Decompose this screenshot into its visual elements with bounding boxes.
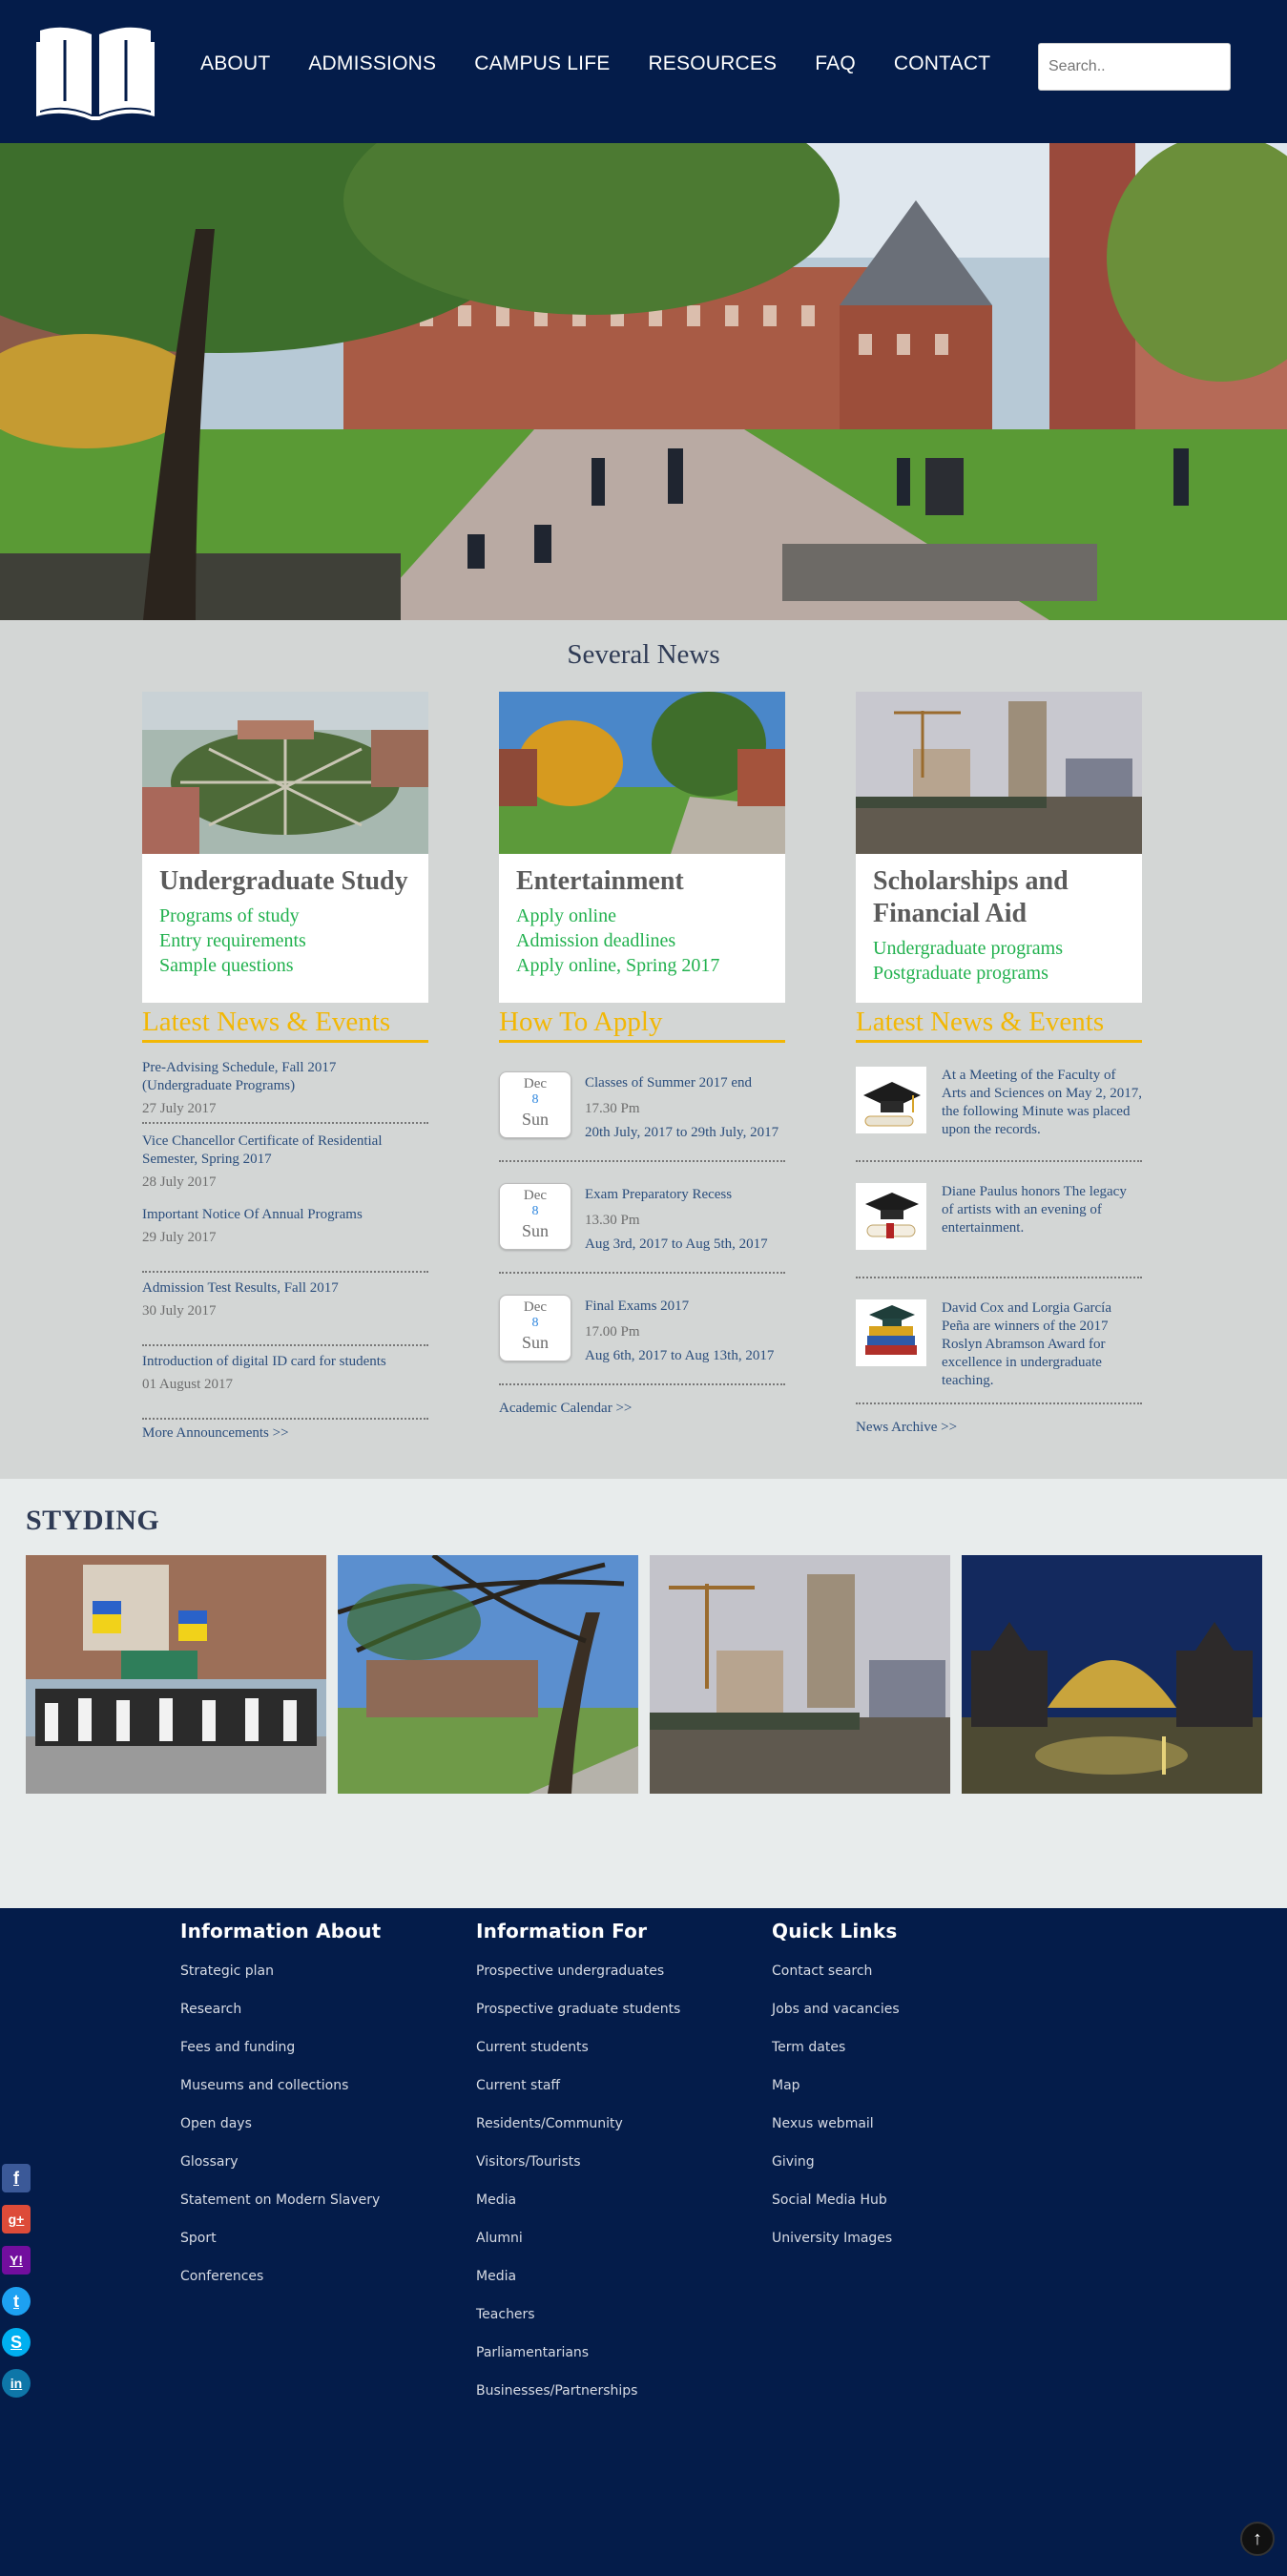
footer-column-title: Information For: [476, 1920, 648, 1942]
books-cap-icon: [856, 1299, 926, 1366]
nav-admissions[interactable]: ADMISSIONS: [308, 52, 437, 74]
footer-link[interactable]: Media: [476, 2192, 517, 2208]
announcement-item: [142, 1206, 428, 1273]
footer-column-title: Information About: [180, 1920, 382, 1942]
event-weekday: Sun: [521, 1333, 549, 1352]
event-title[interactable]: Final Exams 2017: [585, 1298, 690, 1314]
event-date-box: [499, 1295, 571, 1361]
announcement-date: 01 August 2017: [142, 1377, 234, 1392]
event-date-box: [499, 1183, 571, 1250]
footer-link[interactable]: Prospective graduate students: [476, 2002, 681, 2017]
site-footer: [0, 1908, 1287, 2576]
event-day: 8: [531, 1204, 539, 1218]
event-item: [499, 1183, 785, 1274]
footer-link[interactable]: Nexus webmail: [772, 2116, 874, 2131]
footer-link[interactable]: Conferences: [180, 2269, 264, 2284]
card-link[interactable]: Admission deadlines: [516, 930, 676, 951]
footer-link[interactable]: Current staff: [476, 2078, 561, 2093]
footer-link[interactable]: Contact search: [772, 1963, 873, 1979]
nav-resources[interactable]: RESOURCES: [648, 52, 778, 74]
announcements-heading: Latest News & Events: [142, 1007, 428, 1043]
footer-link[interactable]: University Images: [772, 2231, 893, 2246]
footer-link[interactable]: Museums and collections: [180, 2078, 349, 2093]
diploma-cap-icon: [856, 1183, 926, 1250]
news-text[interactable]: David Cox and Lorgia García Peña are winners of the 2017 Roslyn Abramson Award for excellence in undergraduate teaching.: [942, 1300, 1112, 1388]
news-archive-link[interactable]: News Archive >>: [856, 1420, 958, 1435]
search-input[interactable]: [1038, 43, 1231, 91]
footer-link[interactable]: Statement on Modern Slavery: [180, 2192, 381, 2208]
yahoo-icon[interactable]: Y!: [2, 2246, 31, 2275]
event-weekday: Sun: [521, 1221, 549, 1240]
nav-about[interactable]: ABOUT: [200, 52, 271, 74]
footer-link[interactable]: Prospective undergraduates: [476, 1963, 665, 1979]
card-link[interactable]: Entry requirements: [159, 930, 306, 951]
event-day: 8: [531, 1316, 539, 1330]
event-date-range: 20th July, 2017 to 29th July, 2017: [585, 1125, 779, 1140]
footer-link[interactable]: Glossary: [180, 2154, 239, 2170]
footer-link[interactable]: Businesses/Partnerships: [476, 2383, 638, 2399]
footer-column-info-about: [180, 1920, 467, 2307]
footer-link[interactable]: Alumni: [476, 2231, 523, 2246]
event-title[interactable]: Exam Preparatory Recess: [585, 1187, 733, 1202]
announcement-item: [142, 1353, 428, 1420]
card-link[interactable]: Apply online: [516, 905, 616, 926]
news-item: [856, 1067, 1142, 1162]
announcement-date: 27 July 2017: [142, 1101, 217, 1116]
gallery-image-students[interactable]: [26, 1555, 326, 1794]
footer-link[interactable]: Strategic plan: [180, 1963, 274, 1979]
announcement-title[interactable]: Pre-Advising Schedule, Fall 2017 (Undergraduate Programs): [142, 1060, 337, 1093]
linkedin-icon[interactable]: in: [2, 2369, 31, 2398]
announcement-item: [142, 1132, 428, 1199]
news-item: [856, 1183, 1142, 1278]
footer-link[interactable]: Social Media Hub: [772, 2192, 887, 2208]
footer-link[interactable]: Sport: [180, 2231, 217, 2246]
announcement-date: 30 July 2017: [142, 1303, 217, 1319]
announcement-title[interactable]: Admission Test Results, Fall 2017: [142, 1280, 339, 1296]
footer-link[interactable]: Teachers: [476, 2307, 535, 2322]
nav-contact[interactable]: CONTACT: [893, 52, 991, 74]
footer-link[interactable]: Research: [180, 2002, 242, 2017]
footer-link[interactable]: Current students: [476, 2040, 589, 2055]
site-header: [0, 0, 1287, 143]
event-month: Dec: [523, 1076, 548, 1091]
nav-campus-life[interactable]: CAMPUS LIFE: [474, 52, 611, 74]
announcement-title[interactable]: Introduction of digital ID card for students: [142, 1354, 386, 1369]
news-item: [856, 1299, 1142, 1404]
announcement-title[interactable]: Important Notice Of Annual Programs: [142, 1207, 363, 1222]
event-time: 17.30 Pm: [585, 1101, 640, 1116]
footer-column-title: Quick Links: [772, 1920, 898, 1942]
card-title: Undergraduate Study: [159, 866, 408, 896]
skype-icon[interactable]: S: [2, 2328, 31, 2357]
footer-column-quick-links: [772, 1920, 1058, 2269]
gallery-image-park[interactable]: [338, 1555, 638, 1794]
news-section: [0, 620, 1287, 1479]
card-title: Entertainment: [516, 866, 684, 896]
news-text[interactable]: At a Meeting of the Faculty of Arts and Sciences on May 2, 2017, the following Minute was placed upon the records.: [942, 1068, 1142, 1137]
event-weekday: Sun: [521, 1110, 549, 1129]
more-announcements-link[interactable]: More Announcements >>: [142, 1425, 289, 1441]
announcement-title[interactable]: Vice Chancellor Certificate of Residential Semester, Spring 2017: [142, 1133, 383, 1167]
event-time: 17.00 Pm: [585, 1324, 640, 1340]
card-link[interactable]: Postgraduate programs: [873, 963, 1048, 984]
gallery-image-station-night[interactable]: [962, 1555, 1262, 1794]
scroll-to-top-icon[interactable]: ↑: [1240, 2522, 1275, 2556]
event-date-range: Aug 3rd, 2017 to Aug 5th, 2017: [585, 1236, 768, 1252]
graduation-cap-icon: [856, 1067, 926, 1133]
event-item: [499, 1295, 785, 1385]
open-book-logo-icon[interactable]: [36, 21, 155, 120]
footer-link[interactable]: Term dates: [772, 2040, 846, 2055]
footer-link[interactable]: Giving: [772, 2154, 815, 2170]
footer-column-info-for: [476, 1920, 762, 2421]
footer-link[interactable]: Jobs and vacancies: [772, 2002, 900, 2017]
latest-news-heading: Latest News & Events: [856, 1007, 1142, 1043]
gallery-image-city[interactable]: [650, 1555, 950, 1794]
card-link[interactable]: Sample questions: [159, 955, 294, 976]
event-item: [499, 1071, 785, 1162]
event-date-range: Aug 6th, 2017 to Aug 13th, 2017: [585, 1348, 775, 1363]
event-month: Dec: [523, 1299, 548, 1315]
card-undergraduate-study: [142, 692, 428, 1003]
event-title[interactable]: Classes of Summer 2017 end: [585, 1075, 752, 1091]
event-date-box: [499, 1071, 571, 1138]
announcement-date: 28 July 2017: [142, 1174, 217, 1190]
card-title: Scholarships and Financial Aid: [873, 866, 1069, 928]
hero-campus-image: [0, 143, 1287, 620]
footer-link[interactable]: Visitors/Tourists: [476, 2154, 581, 2170]
main-nav: [200, 52, 1028, 75]
google-plus-icon[interactable]: g+: [2, 2205, 31, 2233]
campus-photo-illustration: [0, 143, 1287, 620]
card-link[interactable]: Undergraduate programs: [873, 938, 1064, 959]
section-title: Several News: [567, 639, 720, 670]
card-entertainment: [499, 692, 785, 1003]
footer-link[interactable]: Media: [476, 2269, 517, 2284]
aerial-campus-image: [142, 692, 428, 854]
card-link[interactable]: Programs of study: [159, 905, 300, 926]
announcement-item: [142, 1279, 428, 1346]
nav-faq[interactable]: FAQ: [815, 52, 856, 74]
academic-calendar-link[interactable]: Academic Calendar >>: [499, 1401, 633, 1416]
announcement-item: [142, 1059, 428, 1124]
event-time: 13.30 Pm: [585, 1213, 640, 1228]
styding-title: STYDING: [26, 1505, 160, 1536]
twitter-icon[interactable]: t: [2, 2287, 31, 2316]
news-text[interactable]: Diane Paulus honors The legacy of artists with an evening of entertainment.: [942, 1184, 1127, 1236]
footer-link[interactable]: Open days: [180, 2116, 252, 2131]
card-link[interactable]: Apply online, Spring 2017: [516, 955, 720, 976]
event-month: Dec: [523, 1188, 548, 1203]
how-to-apply-heading: How To Apply: [499, 1007, 785, 1043]
footer-link[interactable]: Residents/Community: [476, 2116, 623, 2131]
facebook-icon[interactable]: f: [2, 2164, 31, 2192]
event-day: 8: [531, 1092, 539, 1107]
card-scholarships: [856, 692, 1142, 1003]
autumn-lawn-image: [499, 692, 785, 854]
footer-link[interactable]: Map: [772, 2078, 800, 2093]
footer-link[interactable]: Fees and funding: [180, 2040, 296, 2055]
announcement-date: 29 July 2017: [142, 1230, 217, 1245]
city-bridge-image: [856, 692, 1142, 854]
footer-link[interactable]: Parliamentarians: [476, 2345, 590, 2360]
